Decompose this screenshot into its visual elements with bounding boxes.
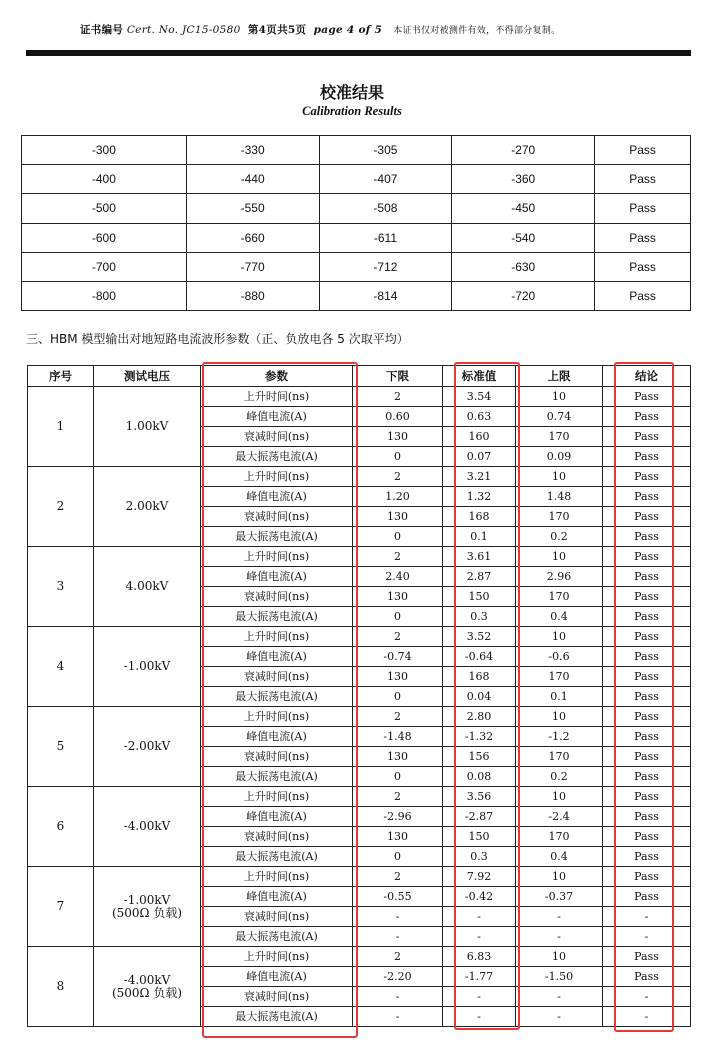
- upper-limit: 1.48: [516, 487, 603, 507]
- standard-value: 0.04: [443, 687, 516, 707]
- test-voltage: -4.00kV (500Ω 负载): [94, 947, 201, 1027]
- standard-value: 3.61: [443, 547, 516, 567]
- column-header: 序号: [28, 366, 94, 387]
- standard-value: -0.42: [443, 887, 516, 907]
- conclusion: Pass: [603, 487, 691, 507]
- parameter-name: 上升时间(ns): [201, 707, 353, 727]
- upper-limit: -2.4: [516, 807, 603, 827]
- conclusion: Pass: [603, 527, 691, 547]
- hbm-waveform-table: [27, 365, 691, 1027]
- table-row: [28, 387, 691, 407]
- upper-limit: 10: [516, 387, 603, 407]
- upper-limit: 0.74: [516, 407, 603, 427]
- parameter-name: 最大振荡电流(A): [201, 847, 353, 867]
- parameter-name: 峰值电流(A): [201, 487, 353, 507]
- standard-value: 1.32: [443, 487, 516, 507]
- upper-limit: -1.2: [516, 727, 603, 747]
- table-cell: Pass: [595, 281, 691, 310]
- conclusion: Pass: [603, 727, 691, 747]
- upper-limit: -0.37: [516, 887, 603, 907]
- conclusion: Pass: [603, 627, 691, 647]
- parameter-name: 上升时间(ns): [201, 867, 353, 887]
- parameter-name: 峰值电流(A): [201, 727, 353, 747]
- table-row: [28, 947, 691, 967]
- lower-limit: -: [353, 907, 443, 927]
- parameter-name: 衰减时间(ns): [201, 427, 353, 447]
- conclusion: Pass: [603, 507, 691, 527]
- conclusion: Pass: [603, 567, 691, 587]
- header-divider: [26, 50, 691, 56]
- conclusion: Pass: [603, 587, 691, 607]
- parameter-name: 衰减时间(ns): [201, 907, 353, 927]
- lower-limit: -: [353, 1007, 443, 1027]
- sequence-number: 2: [28, 467, 94, 547]
- conclusion: -: [603, 907, 691, 927]
- lower-limit: 2: [353, 867, 443, 887]
- table-cell: -305: [319, 136, 452, 165]
- standard-value: 3.52: [443, 627, 516, 647]
- column-header: 标准值: [443, 366, 516, 387]
- parameter-name: 最大振荡电流(A): [201, 607, 353, 627]
- parameter-name: 衰减时间(ns): [201, 747, 353, 767]
- lower-limit: 130: [353, 427, 443, 447]
- table-cell: -450: [452, 194, 595, 223]
- parameter-name: 峰值电流(A): [201, 967, 353, 987]
- lower-limit: 0: [353, 767, 443, 787]
- upper-limit: 170: [516, 667, 603, 687]
- conclusion: Pass: [603, 427, 691, 447]
- conclusion: Pass: [603, 887, 691, 907]
- standard-value: -: [443, 907, 516, 927]
- table-cell: -300: [22, 136, 187, 165]
- standard-value: 0.1: [443, 527, 516, 547]
- lower-limit: 2: [353, 627, 443, 647]
- page-title: 校准结果: [319, 83, 384, 102]
- lower-limit: 130: [353, 827, 443, 847]
- parameter-name: 衰减时间(ns): [201, 987, 353, 1007]
- table-cell: -550: [186, 194, 319, 223]
- upper-limit: 0.1: [516, 687, 603, 707]
- lower-limit: 2: [353, 467, 443, 487]
- lower-limit: 2: [353, 947, 443, 967]
- table-row: [22, 252, 691, 281]
- test-voltage: -1.00kV: [94, 627, 201, 707]
- standard-value: -1.32: [443, 727, 516, 747]
- section-heading: 三、HBM 模型输出对地短路电流波形参数（正、负放电各 5 次取平均）: [26, 332, 409, 346]
- conclusion: -: [603, 987, 691, 1007]
- table-cell: Pass: [595, 136, 691, 165]
- validity-note: 本证书仅对被测件有效，不得部分复制。: [393, 26, 561, 36]
- upper-limit: 2.96: [516, 567, 603, 587]
- table-cell: Pass: [595, 194, 691, 223]
- conclusion: Pass: [603, 807, 691, 827]
- table-cell: Pass: [595, 165, 691, 194]
- conclusion: Pass: [603, 947, 691, 967]
- conclusion: Pass: [603, 447, 691, 467]
- table-cell: -800: [22, 281, 187, 310]
- parameter-name: 上升时间(ns): [201, 947, 353, 967]
- standard-value: -: [443, 927, 516, 947]
- standard-value: -0.64: [443, 647, 516, 667]
- lower-limit: 2: [353, 707, 443, 727]
- standard-value: 3.54: [443, 387, 516, 407]
- test-voltage: -1.00kV (500Ω 负载): [94, 867, 201, 947]
- lower-limit: -0.74: [353, 647, 443, 667]
- conclusion: Pass: [603, 747, 691, 767]
- table-row: [28, 627, 691, 647]
- sequence-number: 5: [28, 707, 94, 787]
- standard-value: -: [443, 1007, 516, 1027]
- lower-limit: 0: [353, 527, 443, 547]
- table-cell: -508: [319, 194, 452, 223]
- lower-limit: 0: [353, 687, 443, 707]
- table-cell: Pass: [595, 223, 691, 252]
- cert-label-en: Cert. No.: [126, 24, 179, 36]
- upper-limit: 10: [516, 867, 603, 887]
- standard-value: -1.77: [443, 967, 516, 987]
- lower-limit: 130: [353, 507, 443, 527]
- upper-limit: -: [516, 907, 603, 927]
- table-cell: -814: [319, 281, 452, 310]
- conclusion: Pass: [603, 467, 691, 487]
- column-header: 结论: [603, 366, 691, 387]
- lower-limit: -1.48: [353, 727, 443, 747]
- parameter-name: 峰值电流(A): [201, 567, 353, 587]
- parameter-name: 最大振荡电流(A): [201, 927, 353, 947]
- table-row: [22, 165, 691, 194]
- upper-limit: 0.2: [516, 767, 603, 787]
- upper-limit: -0.6: [516, 647, 603, 667]
- table-cell: Pass: [595, 252, 691, 281]
- parameter-name: 衰减时间(ns): [201, 587, 353, 607]
- lower-limit: 0: [353, 447, 443, 467]
- table-cell: -540: [452, 223, 595, 252]
- upper-limit: -: [516, 1007, 603, 1027]
- lower-limit: 130: [353, 747, 443, 767]
- standard-value: 156: [443, 747, 516, 767]
- lower-limit: 130: [353, 587, 443, 607]
- conclusion: -: [603, 927, 691, 947]
- upper-limit: 10: [516, 707, 603, 727]
- parameter-name: 峰值电流(A): [201, 807, 353, 827]
- table-row: [22, 281, 691, 310]
- conclusion: -: [603, 1007, 691, 1027]
- table-cell: -360: [452, 165, 595, 194]
- table-row: [22, 223, 691, 252]
- cert-label: 证书编号: [80, 24, 124, 36]
- table-cell: -407: [319, 165, 452, 194]
- test-voltage: 4.00kV: [94, 547, 201, 627]
- lower-limit: -0.55: [353, 887, 443, 907]
- lower-limit: -: [353, 927, 443, 947]
- standard-value: 0.07: [443, 447, 516, 467]
- standard-value: 0.63: [443, 407, 516, 427]
- table-row: [22, 194, 691, 223]
- column-header: 下限: [353, 366, 443, 387]
- parameter-name: 上升时间(ns): [201, 387, 353, 407]
- table-cell: -330: [186, 136, 319, 165]
- upper-limit: 10: [516, 787, 603, 807]
- column-header: 参数: [201, 366, 353, 387]
- standard-value: 150: [443, 827, 516, 847]
- parameter-name: 峰值电流(A): [201, 647, 353, 667]
- standard-value: 7.92: [443, 867, 516, 887]
- page-subtitle: Calibration Results: [302, 104, 402, 118]
- standard-value: 168: [443, 667, 516, 687]
- table-row: [28, 547, 691, 567]
- lower-limit: 0: [353, 847, 443, 867]
- lower-limit: 0: [353, 607, 443, 627]
- conclusion: Pass: [603, 847, 691, 867]
- cert-number: JC15-0580: [182, 24, 241, 36]
- parameter-name: 衰减时间(ns): [201, 827, 353, 847]
- upper-limit: -: [516, 987, 603, 1007]
- parameter-name: 上升时间(ns): [201, 627, 353, 647]
- table-cell: -270: [452, 136, 595, 165]
- lower-limit: -2.20: [353, 967, 443, 987]
- standard-value: 3.21: [443, 467, 516, 487]
- upper-limit: 170: [516, 507, 603, 527]
- standard-value: 0.3: [443, 607, 516, 627]
- table-cell: -600: [22, 223, 187, 252]
- table-cell: -440: [186, 165, 319, 194]
- test-voltage: -4.00kV: [94, 787, 201, 867]
- upper-limit: 0.09: [516, 447, 603, 467]
- standard-value: 6.83: [443, 947, 516, 967]
- standard-value: 0.08: [443, 767, 516, 787]
- lower-limit: 0.60: [353, 407, 443, 427]
- conclusion: Pass: [603, 647, 691, 667]
- table-cell: -720: [452, 281, 595, 310]
- upper-limit: 170: [516, 587, 603, 607]
- sequence-number: 3: [28, 547, 94, 627]
- conclusion: Pass: [603, 547, 691, 567]
- upper-limit: 10: [516, 547, 603, 567]
- table-cell: -500: [22, 194, 187, 223]
- standard-value: -2.87: [443, 807, 516, 827]
- standard-value: 150: [443, 587, 516, 607]
- page-indicator-zh: 第4页共5页: [247, 24, 307, 36]
- table-row: [28, 787, 691, 807]
- sequence-number: 1: [28, 387, 94, 467]
- sequence-number: 7: [28, 867, 94, 947]
- upper-limit: 0.2: [516, 527, 603, 547]
- lower-limit: -: [353, 987, 443, 1007]
- page-indicator-en: page 4 of 5: [313, 24, 383, 36]
- certificate-header: [80, 22, 560, 37]
- table-cell: -880: [186, 281, 319, 310]
- conclusion: Pass: [603, 767, 691, 787]
- parameter-name: 上升时间(ns): [201, 787, 353, 807]
- table-cell: -611: [319, 223, 452, 252]
- conclusion: Pass: [603, 687, 691, 707]
- test-voltage: -2.00kV: [94, 707, 201, 787]
- lower-limit: 2: [353, 787, 443, 807]
- standard-value: 2.80: [443, 707, 516, 727]
- lower-limit: 2.40: [353, 567, 443, 587]
- sequence-number: 6: [28, 787, 94, 867]
- column-header: 上限: [516, 366, 603, 387]
- upper-limit: 10: [516, 947, 603, 967]
- parameter-name: 峰值电流(A): [201, 887, 353, 907]
- conclusion: Pass: [603, 787, 691, 807]
- parameter-name: 衰减时间(ns): [201, 667, 353, 687]
- upper-limit: 0.4: [516, 607, 603, 627]
- upper-limit: 170: [516, 747, 603, 767]
- lower-limit: 130: [353, 667, 443, 687]
- parameter-name: 峰值电流(A): [201, 407, 353, 427]
- upper-limit: 0.4: [516, 847, 603, 867]
- conclusion: Pass: [603, 707, 691, 727]
- standard-value: 3.56: [443, 787, 516, 807]
- lower-limit: 2: [353, 387, 443, 407]
- standard-value: -: [443, 987, 516, 1007]
- table-cell: -712: [319, 252, 452, 281]
- parameter-name: 最大振荡电流(A): [201, 447, 353, 467]
- conclusion: Pass: [603, 867, 691, 887]
- upper-limit: -1.50: [516, 967, 603, 987]
- table-row: [28, 467, 691, 487]
- upper-limit: 170: [516, 827, 603, 847]
- test-voltage: 2.00kV: [94, 467, 201, 547]
- lower-limit: -2.96: [353, 807, 443, 827]
- table-row: [28, 707, 691, 727]
- conclusion: Pass: [603, 387, 691, 407]
- standard-value: 168: [443, 507, 516, 527]
- test-voltage: 1.00kV: [94, 387, 201, 467]
- conclusion: Pass: [603, 827, 691, 847]
- parameter-name: 衰减时间(ns): [201, 507, 353, 527]
- standard-value: 160: [443, 427, 516, 447]
- lower-limit: 2: [353, 547, 443, 567]
- conclusion: Pass: [603, 967, 691, 987]
- parameter-name: 最大振荡电流(A): [201, 687, 353, 707]
- table-cell: -400: [22, 165, 187, 194]
- parameter-name: 最大振荡电流(A): [201, 1007, 353, 1027]
- parameter-name: 上升时间(ns): [201, 547, 353, 567]
- standard-value: 2.87: [443, 567, 516, 587]
- column-header: 测试电压: [94, 366, 201, 387]
- lower-limit: 1.20: [353, 487, 443, 507]
- upper-limit: 10: [516, 467, 603, 487]
- upper-limit: 170: [516, 427, 603, 447]
- table-cell: -660: [186, 223, 319, 252]
- upper-limit: -: [516, 927, 603, 947]
- upper-results-table: [21, 135, 691, 311]
- parameter-name: 最大振荡电流(A): [201, 767, 353, 787]
- parameter-name: 上升时间(ns): [201, 467, 353, 487]
- conclusion: Pass: [603, 667, 691, 687]
- table-row: [28, 867, 691, 887]
- standard-value: 0.3: [443, 847, 516, 867]
- upper-limit: 10: [516, 627, 603, 647]
- table-cell: -630: [452, 252, 595, 281]
- table-cell: -700: [22, 252, 187, 281]
- table-cell: -770: [186, 252, 319, 281]
- table-row: [22, 136, 691, 165]
- conclusion: Pass: [603, 607, 691, 627]
- conclusion: Pass: [603, 407, 691, 427]
- parameter-name: 最大振荡电流(A): [201, 527, 353, 547]
- sequence-number: 8: [28, 947, 94, 1027]
- sequence-number: 4: [28, 627, 94, 707]
